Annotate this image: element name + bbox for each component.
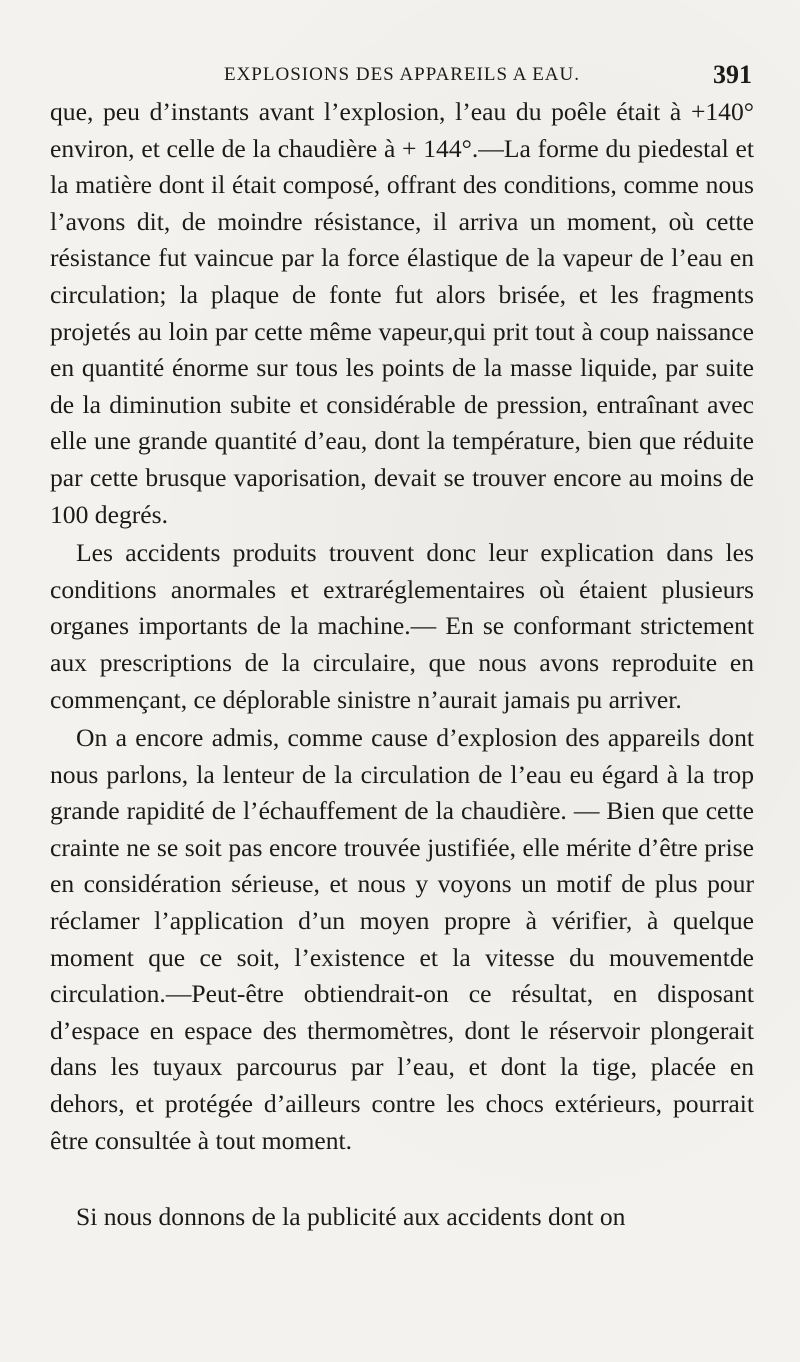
paragraph-circulation: On a encore admis, comme cause d’explosion des appareils dont nous parlons, la lenteur de la circulation de l’eau eu égard à la trop grande rapidité de l’échauffement de la chaudière. — Bien que cette crainte ne se soit pas encore trouvée justifiée, elle mérite d’être prise en considération sérieuse, et nous y voyons un motif de plus pour réclamer l’application d’un moyen propre à vérifier, à quelque moment que ce soit, l’existence et la vitesse du mouvementde circulation.—Peut-être obtiendrait-on ce résultat, en disposant d’espace en espace des thermomètres, dont le réservoir plongerait dans les tuyaux parcourus par l’eau, et dont la tige, placée en dehors, et protégée d’ailleurs contre les chocs extérieurs, pourrait être consultée à tout moment.: [50, 723, 754, 1155]
paragraph-accidents: Les accidents produits trouvent donc leur explication dans les conditions anormales et extraréglementaires où étaient plusieurs organes importants de la machine.— En se conformant strictement aux prescriptions de la circulaire, que nous avons reproduite en commençant, ce déplorable sinistre n’aurait jamais pu arriver.: [50, 538, 754, 714]
paragraph-continuation: que, peu d’instants avant l’explosion, l’eau du poêle était à +140° environ, et celle de la chaudière à + 144°.—La forme du piedestal et la matière dont il était composé, offrant des conditions, comme nous l’avons dit, de moindre résistance, il arriva un moment, où cette résistance fut vaincue par la force élastique de la vapeur de l’eau en circulation; la plaque de fonte fut alors brisée, et les fragments projetés au loin par cette même vapeur,qui prit tout à coup naissance en quantité énorme sur tous les points de la masse liquide, par suite de la diminution subite et considérable de pression, entraînant avec elle une grande quantité d’eau, dont la température, bien que réduite par cette brusque vaporisation, devait se trouver encore au moins de 100 degrés.: [50, 97, 754, 529]
paragraph-publicity: Si nous donnons de la publicité aux accidents dont on: [76, 1202, 626, 1232]
running-title: EXPLOSIONS DES APPAREILS A EAU.: [223, 64, 580, 85]
running-head: [50, 56, 754, 94]
body-text: [50, 94, 754, 1236]
page-number: 391: [713, 60, 752, 89]
